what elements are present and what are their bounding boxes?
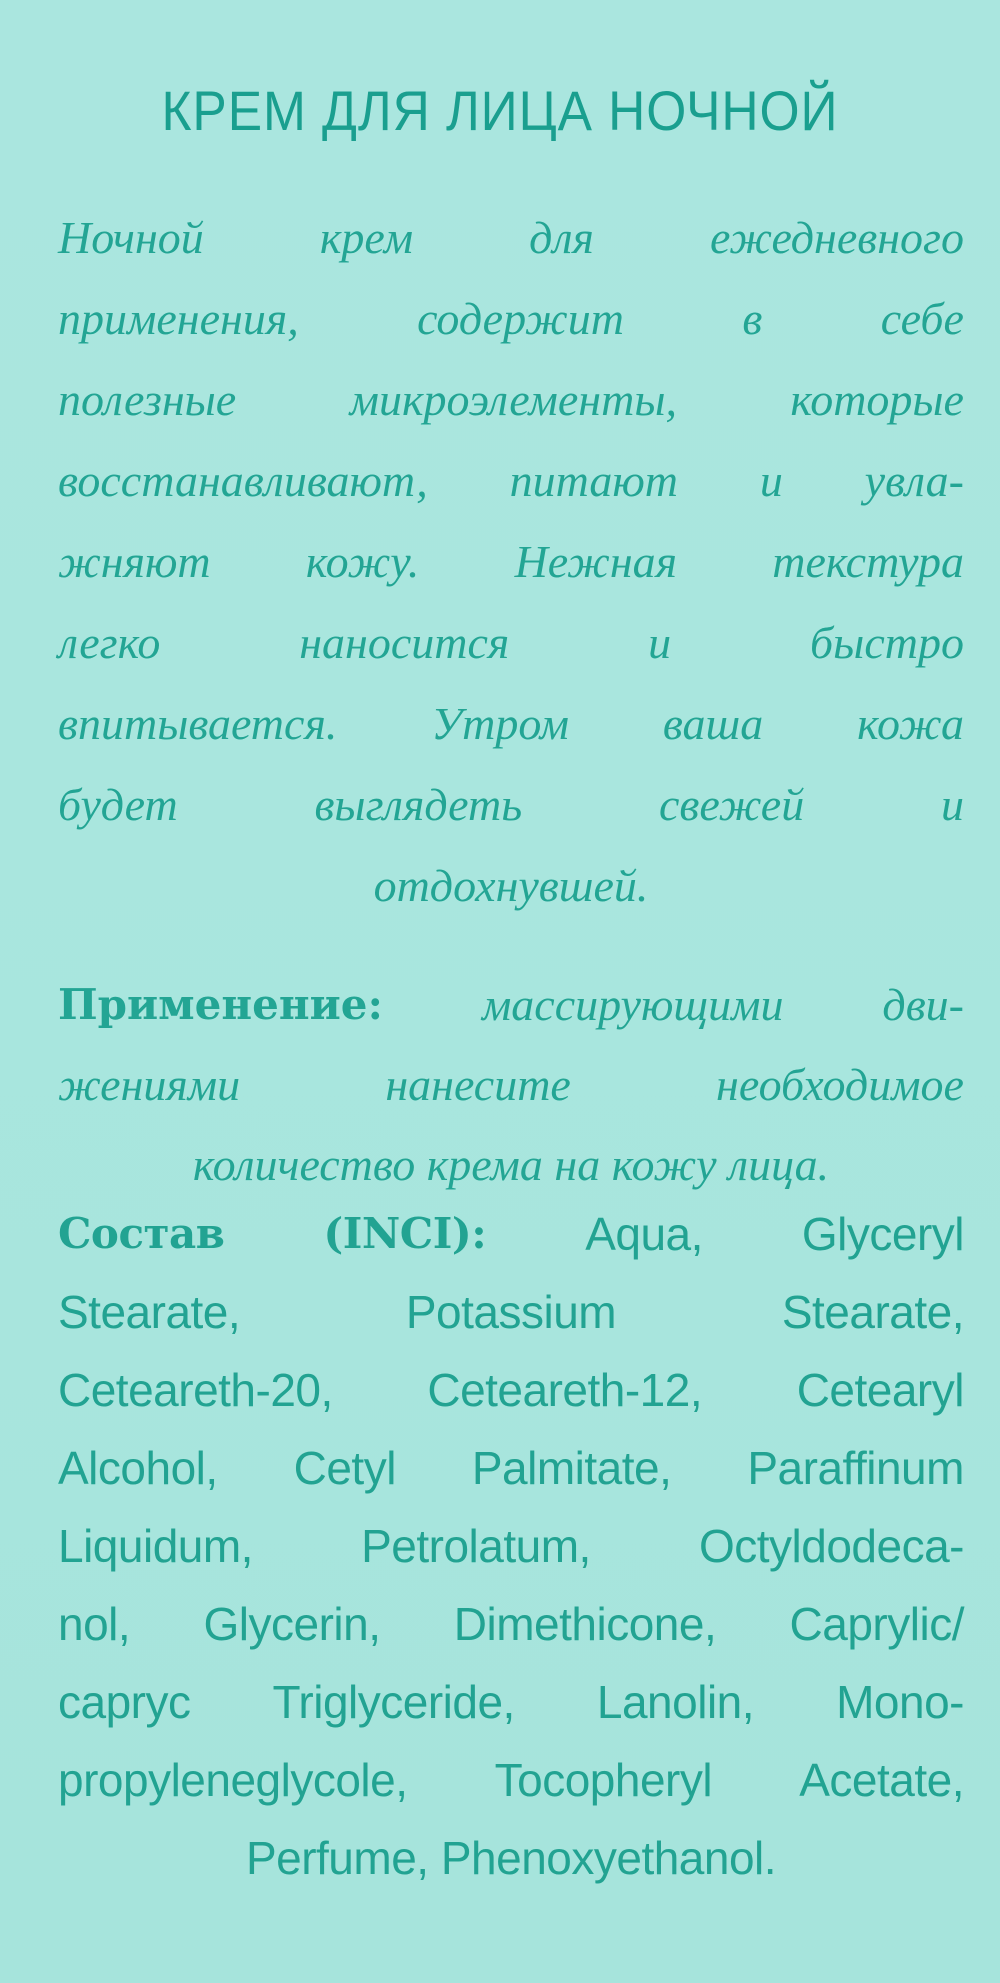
ingredient: Alcohol, — [58, 1442, 218, 1494]
ingredients-line — [58, 1819, 964, 1897]
word: выглядеть — [314, 779, 523, 830]
ingredient: Dimethicone, — [453, 1598, 717, 1650]
word: легко — [58, 617, 161, 668]
ingredient: Cetyl — [293, 1442, 396, 1494]
ingredient: Glycerin, — [203, 1598, 381, 1650]
description-line — [58, 602, 964, 683]
ingredient: Ceteareth-20, — [58, 1364, 333, 1416]
description-paragraph — [58, 197, 964, 926]
description-line — [58, 278, 964, 359]
ingredients-line — [58, 1741, 964, 1819]
ingredient: Stearate, — [781, 1286, 964, 1338]
word: в — [742, 293, 763, 344]
word: содержит — [417, 293, 624, 344]
description-line — [58, 764, 964, 845]
usage-line — [58, 1125, 964, 1205]
usage-line — [58, 1045, 964, 1125]
ingredient: Ceteareth-12, — [427, 1364, 703, 1416]
word: отдохнувшей. — [373, 860, 649, 911]
word: восстанавливают, — [58, 455, 428, 506]
word: микроэлементы, — [349, 374, 677, 425]
ingredient: Perfume, Phenoxyethanol. — [245, 1832, 777, 1884]
word: будет — [58, 779, 178, 830]
ingredient: Petrolatum, — [361, 1520, 591, 1572]
word: крем — [319, 212, 414, 263]
word: необходимое — [716, 1059, 964, 1110]
ingredients-line — [58, 1351, 964, 1429]
ingredient: Aqua, — [585, 1208, 703, 1260]
word: кожа — [857, 698, 964, 749]
ingredient: Glyceryl — [801, 1208, 964, 1260]
word: и — [759, 455, 783, 506]
ingredient: Lanolin, — [596, 1676, 755, 1728]
usage-line — [58, 965, 964, 1045]
ingredient: Octyldodeca- — [698, 1520, 964, 1572]
word: впитывается. — [58, 698, 338, 749]
ingredient: Tocopheryl — [494, 1754, 713, 1806]
word: ежедневного — [710, 212, 964, 263]
ingredient: Paraffinum — [747, 1442, 964, 1494]
ingredient: Potassium — [405, 1286, 617, 1338]
usage-section — [58, 965, 964, 1205]
ingredients-section — [58, 1195, 964, 1897]
word: и — [940, 779, 964, 830]
usage-label: Применение: — [58, 980, 383, 1029]
word: жняют — [58, 536, 211, 587]
word: полезные — [58, 374, 237, 425]
product-title: КРЕМ ДЛЯ ЛИЦА НОЧНОЙ — [161, 79, 839, 142]
ingredient: Palmitate, — [471, 1442, 672, 1494]
word: массирующими — [481, 979, 784, 1030]
ingredient: Liquidum, — [58, 1520, 253, 1572]
description-line — [58, 845, 964, 926]
ingredients-label: Состав — [58, 1209, 225, 1258]
word: быстро — [810, 617, 964, 668]
word: кожу. — [305, 536, 420, 587]
ingredient: Acetate, — [799, 1754, 964, 1806]
word: Утром — [431, 698, 569, 749]
ingredients-line — [58, 1663, 964, 1741]
ingredient: Stearate, — [58, 1286, 241, 1338]
description-line — [58, 683, 964, 764]
description-line — [58, 521, 964, 602]
word: количество крема на кожу лица. — [192, 1139, 830, 1190]
word: для — [529, 212, 594, 263]
ingredients-line — [58, 1507, 964, 1585]
ingredients-line — [58, 1429, 964, 1507]
word: применения, — [58, 293, 299, 344]
ingredient: caprуc — [58, 1676, 191, 1728]
ingredient: nol, — [58, 1598, 131, 1650]
ingredients-line — [58, 1585, 964, 1663]
description-line — [58, 359, 964, 440]
ingredient: propyleneglycole, — [58, 1754, 408, 1806]
word: и — [648, 617, 672, 668]
word: наносится — [299, 617, 510, 668]
word: которые — [790, 374, 964, 425]
ingredients-line — [58, 1273, 964, 1351]
ingredient: Triglyceride, — [272, 1676, 515, 1728]
word: питают — [509, 455, 679, 506]
description-line — [58, 197, 964, 278]
word: текстура — [772, 536, 964, 587]
word: Нежная — [514, 536, 678, 587]
word: себе — [880, 293, 964, 344]
ingredient: Mono- — [836, 1676, 964, 1728]
word: ваша — [662, 698, 764, 749]
ingredient: Caprylic/ — [789, 1598, 964, 1650]
word: свежей — [658, 779, 805, 830]
ingredients-line — [58, 1195, 964, 1273]
word: нанесите — [385, 1059, 571, 1110]
description-line — [58, 440, 964, 521]
ingredient: Cetearyl — [796, 1364, 964, 1416]
word: Ночной — [58, 212, 204, 263]
word: дви- — [882, 979, 964, 1030]
word: жениями — [58, 1059, 241, 1110]
ingredients-label-suffix: (INCI): — [323, 1209, 487, 1258]
word: увла- — [864, 455, 964, 506]
